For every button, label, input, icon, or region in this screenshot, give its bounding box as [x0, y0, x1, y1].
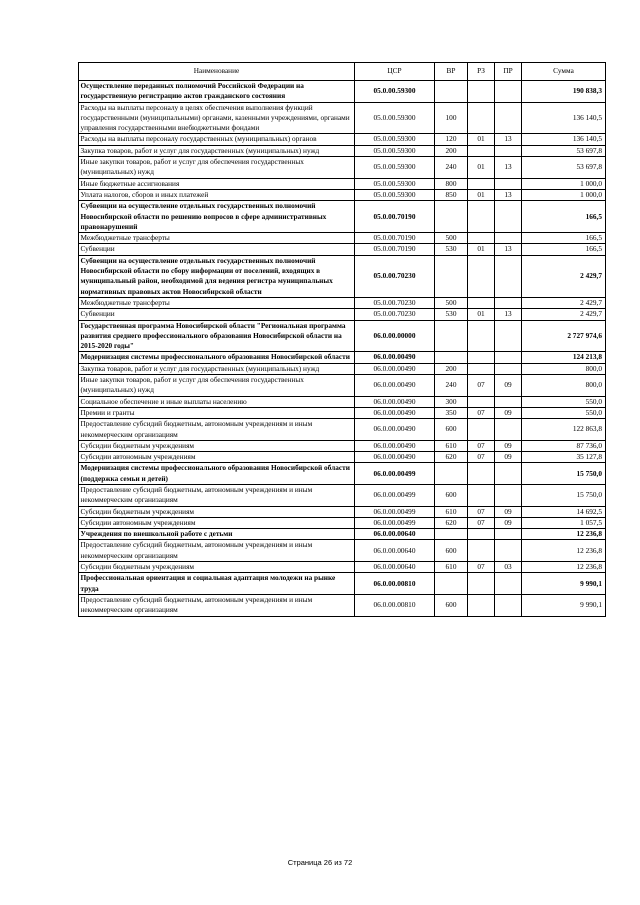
- cell-pr: [495, 594, 522, 616]
- table-row: [79, 506, 606, 517]
- cell-name: Субсидии бюджетным учреждениям: [79, 562, 355, 573]
- cell-name: Расходы на выплаты персоналу государственных (муниципальных) органов: [79, 134, 355, 145]
- cell-name: Субвенции: [79, 309, 355, 320]
- cell-name: Иные закупки товаров, работ и услуг для обеспечения государственных (муниципальных) нужд: [79, 375, 355, 397]
- cell-csr: 05.0.00.70230: [355, 297, 435, 308]
- table-row: [79, 440, 606, 451]
- cell-sum: 9 990,1: [522, 594, 606, 616]
- cell-csr: 06.0.00.00499: [355, 484, 435, 506]
- cell-vr: 200: [435, 145, 468, 156]
- page-number: Страница 26 из 72: [287, 858, 353, 867]
- table-row: [79, 102, 606, 134]
- cell-sum: 2 727 974,6: [522, 320, 606, 352]
- cell-rz: [468, 178, 495, 189]
- header-name: Наименование: [79, 63, 355, 81]
- cell-csr: 05.0.00.59300: [355, 178, 435, 189]
- table-row: [79, 419, 606, 441]
- cell-csr: 06.0.00.00490: [355, 352, 435, 363]
- cell-rz: [468, 201, 495, 233]
- cell-sum: 124 213,8: [522, 352, 606, 363]
- cell-rz: 07: [468, 452, 495, 463]
- cell-vr: 120: [435, 134, 468, 145]
- cell-rz: [468, 81, 495, 103]
- cell-vr: 500: [435, 233, 468, 244]
- cell-csr: 06.0.00.00810: [355, 594, 435, 616]
- cell-sum: 12 236,8: [522, 562, 606, 573]
- table-row: [79, 81, 606, 103]
- cell-csr: 06.0.00.00490: [355, 452, 435, 463]
- table-row: [79, 529, 606, 540]
- cell-sum: 1 000,0: [522, 178, 606, 189]
- cell-vr: 530: [435, 309, 468, 320]
- cell-rz: 07: [468, 407, 495, 418]
- cell-sum: 15 750,0: [522, 484, 606, 506]
- cell-csr: 05.0.00.59300: [355, 157, 435, 179]
- table-row: [79, 463, 606, 485]
- cell-vr: 350: [435, 407, 468, 418]
- cell-sum: 12 236,8: [522, 529, 606, 540]
- table-header-row: [79, 63, 606, 81]
- cell-vr: 300: [435, 396, 468, 407]
- cell-sum: 800,0: [522, 363, 606, 374]
- cell-pr: 09: [495, 375, 522, 397]
- cell-name: Закупка товаров, работ и услуг для государственных (муниципальных) нужд: [79, 363, 355, 374]
- cell-name: Профессиональная ориентация и социальная адаптация молодежи на рынке труда: [79, 573, 355, 595]
- cell-csr: 06.0.00.00640: [355, 529, 435, 540]
- cell-vr: 600: [435, 540, 468, 562]
- cell-vr: 620: [435, 452, 468, 463]
- cell-sum: 122 863,8: [522, 419, 606, 441]
- cell-csr: 05.0.00.59300: [355, 145, 435, 156]
- header-pr: ПР: [495, 63, 522, 81]
- cell-name: Межбюджетные трансферты: [79, 297, 355, 308]
- cell-rz: 01: [468, 309, 495, 320]
- cell-csr: 05.0.00.70190: [355, 233, 435, 244]
- cell-pr: [495, 145, 522, 156]
- cell-vr: 600: [435, 594, 468, 616]
- table-row: [79, 201, 606, 233]
- cell-sum: 2 429,7: [522, 297, 606, 308]
- cell-pr: 03: [495, 562, 522, 573]
- cell-csr: 05.0.00.70190: [355, 201, 435, 233]
- cell-name: Государственная программа Новосибирской области "Региональная программа развития среднего профессионального образования Новосибирской области на 2015-2020 годы": [79, 320, 355, 352]
- cell-pr: 13: [495, 309, 522, 320]
- cell-name: Социальное обеспечение и иные выплаты населению: [79, 396, 355, 407]
- cell-rz: [468, 102, 495, 134]
- cell-name: Предоставление субсидий бюджетным, автономным учреждениям и иным некоммерческим организациям: [79, 594, 355, 616]
- cell-name: Иные бюджетные ассигнования: [79, 178, 355, 189]
- cell-csr: 06.0.00.00490: [355, 375, 435, 397]
- cell-pr: [495, 297, 522, 308]
- table-row: [79, 320, 606, 352]
- cell-vr: [435, 463, 468, 485]
- cell-vr: 620: [435, 517, 468, 528]
- cell-sum: 550,0: [522, 407, 606, 418]
- header-sum: Сумма: [522, 63, 606, 81]
- cell-rz: 07: [468, 517, 495, 528]
- cell-csr: 05.0.00.70190: [355, 244, 435, 255]
- cell-csr: 06.0.00.00499: [355, 517, 435, 528]
- table-row: [79, 452, 606, 463]
- cell-vr: [435, 81, 468, 103]
- table-row: [79, 145, 606, 156]
- cell-name: Предоставление субсидий бюджетным, автономным учреждениям и иным некоммерческим организациям: [79, 419, 355, 441]
- table-row: [79, 594, 606, 616]
- cell-rz: [468, 255, 495, 297]
- cell-pr: 09: [495, 407, 522, 418]
- cell-vr: 800: [435, 178, 468, 189]
- cell-rz: [468, 540, 495, 562]
- cell-rz: [468, 297, 495, 308]
- cell-pr: [495, 102, 522, 134]
- cell-sum: 35 127,8: [522, 452, 606, 463]
- cell-rz: [468, 594, 495, 616]
- cell-csr: 06.0.00.00490: [355, 363, 435, 374]
- cell-pr: [495, 255, 522, 297]
- cell-rz: 07: [468, 440, 495, 451]
- cell-pr: 09: [495, 452, 522, 463]
- cell-name: Расходы на выплаты персоналу в целях обеспечения выполнения функций государственными (муниципальными) органами, казенными учреждениями, органами управления государственными внебюджетными фондами: [79, 102, 355, 134]
- cell-sum: 14 692,5: [522, 506, 606, 517]
- table-row: [79, 297, 606, 308]
- cell-pr: 09: [495, 517, 522, 528]
- table-row: [79, 484, 606, 506]
- cell-sum: 166,5: [522, 233, 606, 244]
- cell-rz: [468, 363, 495, 374]
- cell-sum: 190 838,3: [522, 81, 606, 103]
- cell-vr: 610: [435, 562, 468, 573]
- cell-rz: [468, 233, 495, 244]
- cell-sum: 53 697,8: [522, 157, 606, 179]
- cell-rz: [468, 419, 495, 441]
- cell-name: Учреждения по внешкольной работе с детьми: [79, 529, 355, 540]
- cell-rz: 01: [468, 244, 495, 255]
- table-row: [79, 244, 606, 255]
- cell-pr: [495, 233, 522, 244]
- budget-table-page: [78, 62, 605, 617]
- cell-sum: 166,5: [522, 201, 606, 233]
- cell-pr: 13: [495, 134, 522, 145]
- cell-rz: [468, 573, 495, 595]
- cell-name: Премии и гранты: [79, 407, 355, 418]
- cell-csr: 06.0.00.00810: [355, 573, 435, 595]
- cell-sum: 87 736,0: [522, 440, 606, 451]
- cell-pr: 13: [495, 189, 522, 200]
- cell-name: Субсидии бюджетным учреждениям: [79, 440, 355, 451]
- cell-csr: 05.0.00.59300: [355, 134, 435, 145]
- cell-rz: [468, 529, 495, 540]
- cell-name: Субсидии автономным учреждениям: [79, 517, 355, 528]
- cell-name: Модернизация системы профессионального образования Новосибирской области: [79, 352, 355, 363]
- cell-sum: 2 429,7: [522, 255, 606, 297]
- cell-vr: [435, 320, 468, 352]
- cell-csr: 05.0.00.59300: [355, 102, 435, 134]
- cell-name: Субвенции на осуществление отдельных государственных полномочий Новосибирской области по сбору информации от поселений, входящих в муниципальный район, необходимой для ведения регистра муниципальных нормативных правовых актов Новосибирской области: [79, 255, 355, 297]
- cell-vr: [435, 573, 468, 595]
- table-row: [79, 540, 606, 562]
- cell-sum: 1 000,0: [522, 189, 606, 200]
- cell-vr: 100: [435, 102, 468, 134]
- cell-sum: 136 140,5: [522, 134, 606, 145]
- table-row: [79, 407, 606, 418]
- cell-rz: [468, 320, 495, 352]
- cell-pr: [495, 320, 522, 352]
- budget-table: [78, 62, 606, 617]
- header-csr: ЦСР: [355, 63, 435, 81]
- table-row: [79, 233, 606, 244]
- cell-csr: 06.0.00.00000: [355, 320, 435, 352]
- cell-rz: 01: [468, 134, 495, 145]
- cell-name: Субсидии автономным учреждениям: [79, 452, 355, 463]
- table-row: [79, 309, 606, 320]
- cell-pr: [495, 81, 522, 103]
- cell-rz: [468, 484, 495, 506]
- cell-csr: 05.0.00.70230: [355, 255, 435, 297]
- cell-rz: 01: [468, 157, 495, 179]
- cell-rz: 01: [468, 189, 495, 200]
- table-row: [79, 363, 606, 374]
- cell-pr: 13: [495, 157, 522, 179]
- cell-vr: 610: [435, 440, 468, 451]
- cell-pr: [495, 540, 522, 562]
- cell-pr: [495, 484, 522, 506]
- cell-name: Субвенции: [79, 244, 355, 255]
- cell-csr: 06.0.00.00490: [355, 419, 435, 441]
- cell-sum: 800,0: [522, 375, 606, 397]
- cell-sum: 2 429,7: [522, 309, 606, 320]
- cell-pr: [495, 178, 522, 189]
- cell-vr: 600: [435, 484, 468, 506]
- cell-pr: [495, 529, 522, 540]
- cell-csr: 06.0.00.00499: [355, 506, 435, 517]
- cell-rz: 07: [468, 375, 495, 397]
- cell-pr: [495, 573, 522, 595]
- cell-vr: 200: [435, 363, 468, 374]
- cell-rz: [468, 145, 495, 156]
- cell-sum: 550,0: [522, 396, 606, 407]
- cell-csr: 06.0.00.00490: [355, 407, 435, 418]
- cell-name: Уплата налогов, сборов и иных платежей: [79, 189, 355, 200]
- cell-csr: 05.0.00.59300: [355, 189, 435, 200]
- table-row: [79, 573, 606, 595]
- table-row: [79, 255, 606, 297]
- table-body: [79, 81, 606, 617]
- cell-vr: [435, 529, 468, 540]
- cell-name: Межбюджетные трансферты: [79, 233, 355, 244]
- cell-csr: 06.0.00.00640: [355, 540, 435, 562]
- cell-csr: 06.0.00.00640: [355, 562, 435, 573]
- cell-csr: 06.0.00.00499: [355, 463, 435, 485]
- cell-pr: [495, 396, 522, 407]
- cell-vr: 500: [435, 297, 468, 308]
- table-row: [79, 157, 606, 179]
- header-rz: РЗ: [468, 63, 495, 81]
- table-row: [79, 396, 606, 407]
- cell-pr: 09: [495, 506, 522, 517]
- cell-sum: 15 750,0: [522, 463, 606, 485]
- cell-vr: 240: [435, 375, 468, 397]
- table-row: [79, 375, 606, 397]
- table-row: [79, 517, 606, 528]
- cell-vr: 600: [435, 419, 468, 441]
- cell-pr: [495, 363, 522, 374]
- cell-name: Осуществление переданных полномочий Российской Федерации на государственную регистрацию актов гражданского состояния: [79, 81, 355, 103]
- cell-name: Субсидии бюджетным учреждениям: [79, 506, 355, 517]
- cell-rz: 07: [468, 562, 495, 573]
- cell-vr: 610: [435, 506, 468, 517]
- cell-vr: 850: [435, 189, 468, 200]
- cell-sum: 166,5: [522, 244, 606, 255]
- cell-name: Предоставление субсидий бюджетным, автономным учреждениям и иным некоммерческим организациям: [79, 540, 355, 562]
- cell-sum: 53 697,8: [522, 145, 606, 156]
- cell-csr: 06.0.00.00490: [355, 440, 435, 451]
- cell-vr: 530: [435, 244, 468, 255]
- table-row: [79, 189, 606, 200]
- cell-rz: [468, 396, 495, 407]
- cell-pr: [495, 419, 522, 441]
- table-row: [79, 562, 606, 573]
- cell-pr: [495, 201, 522, 233]
- cell-name: Предоставление субсидий бюджетным, автономным учреждениям и иным некоммерческим организациям: [79, 484, 355, 506]
- cell-pr: 13: [495, 244, 522, 255]
- table-row: [79, 352, 606, 363]
- cell-csr: 05.0.00.70230: [355, 309, 435, 320]
- cell-csr: 05.0.00.59300: [355, 81, 435, 103]
- cell-sum: 136 140,5: [522, 102, 606, 134]
- cell-vr: [435, 201, 468, 233]
- cell-pr: [495, 463, 522, 485]
- table-row: [79, 178, 606, 189]
- cell-rz: 07: [468, 506, 495, 517]
- cell-sum: 9 990,1: [522, 573, 606, 595]
- cell-sum: 1 057,5: [522, 517, 606, 528]
- cell-name: Иные закупки товаров, работ и услуг для обеспечения государственных (муниципальных) нужд: [79, 157, 355, 179]
- cell-vr: [435, 352, 468, 363]
- cell-name: Закупка товаров, работ и услуг для государственных (муниципальных) нужд: [79, 145, 355, 156]
- cell-rz: [468, 352, 495, 363]
- cell-csr: 06.0.00.00490: [355, 396, 435, 407]
- cell-pr: 09: [495, 440, 522, 451]
- header-vr: ВР: [435, 63, 468, 81]
- cell-rz: [468, 463, 495, 485]
- cell-name: Модернизация системы профессионального образования Новосибирской области (поддержка семьи и детей): [79, 463, 355, 485]
- cell-vr: 240: [435, 157, 468, 179]
- cell-vr: [435, 255, 468, 297]
- cell-sum: 12 236,8: [522, 540, 606, 562]
- cell-name: Субвенции на осуществление отдельных государственных полномочий Новосибирской области по решению вопросов в сфере административных правонарушений: [79, 201, 355, 233]
- table-row: [79, 134, 606, 145]
- cell-pr: [495, 352, 522, 363]
